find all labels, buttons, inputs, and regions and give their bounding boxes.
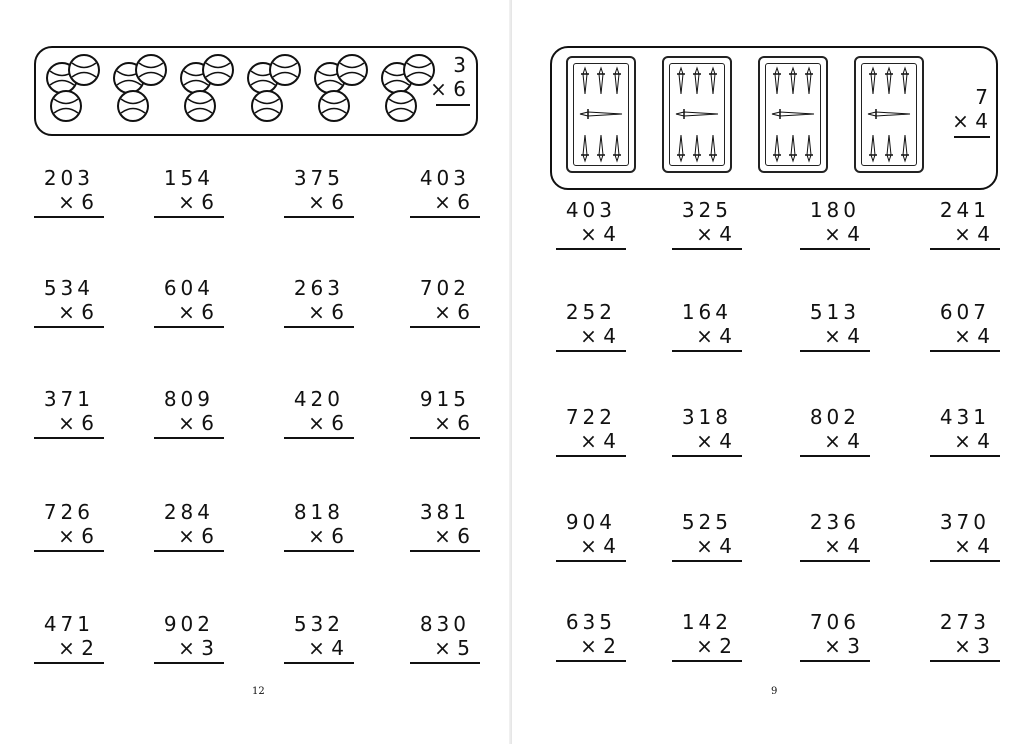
multiplication-problem [672,510,742,580]
multiplication-problem [556,610,626,680]
sword-card-icon [854,56,924,173]
answer-line [154,216,224,218]
left-header-box [34,46,478,136]
multiplication-problem [154,500,224,570]
right-header-multiplicand: 7 [975,85,988,109]
problem-multiplier: × 4 [954,429,990,453]
sword-icon [901,68,909,94]
tennis-ball-group-icon [47,55,99,121]
problem-multiplicand: 325 [681,198,732,222]
answer-line [930,560,1000,562]
sword-icon [677,135,685,161]
problem-multiplicand: 375 [293,166,344,190]
problem-multiplier: × 4 [308,636,344,660]
answer-line [800,350,870,352]
tennis-ball-group-icon [315,55,367,121]
problem-multiplier: × 4 [954,324,990,348]
sword-icon [789,68,797,94]
tennis-ball-icon [185,91,215,121]
sword-icon [805,135,813,161]
answer-line [284,216,354,218]
answer-line [556,560,626,562]
card-frame [669,63,725,166]
card-frame [765,63,821,166]
answer-line [672,248,742,250]
problem-multiplicand: 403 [419,166,470,190]
problem-multiplicand: 534 [43,276,94,300]
problem-multiplier: × 6 [178,300,214,324]
problem-multiplicand: 902 [163,612,214,636]
tennis-ball-group-icon [114,55,166,121]
sword-icon [885,135,893,161]
sword-icon [772,109,814,119]
problem-multiplier: × 6 [434,411,470,435]
problem-multiplicand: 830 [419,612,470,636]
problem-multiplicand: 263 [293,276,344,300]
multiplication-problem [410,276,480,346]
left-header-multiplicand: 3 [453,53,466,77]
problem-multiplicand: 525 [681,510,732,534]
multiplication-problem [800,198,870,268]
problem-multiplier: × 2 [58,636,94,660]
sword-icon [805,68,813,94]
problem-multiplicand: 431 [939,405,990,429]
swords-pattern [670,64,724,165]
problem-multiplicand: 273 [939,610,990,634]
answer-line [34,216,104,218]
sword-icon [693,135,701,161]
multiplication-problem [284,612,354,682]
answer-line [800,248,870,250]
problem-multiplier: × 3 [178,636,214,660]
answer-line [930,248,1000,250]
answer-line [800,660,870,662]
answer-line [410,550,480,552]
problem-multiplicand: 513 [809,300,860,324]
problem-multiplier: × 4 [824,222,860,246]
answer-line [284,326,354,328]
multiplication-problem [284,276,354,346]
answer-line [930,350,1000,352]
right-header-rule [954,136,990,138]
multiplication-problem [672,300,742,370]
card-frame [861,63,917,166]
problem-multiplicand: 371 [43,387,94,411]
multiplication-problem [556,300,626,370]
multiplication-problem [154,276,224,346]
multiplication-problem [284,166,354,236]
answer-line [154,326,224,328]
sword-card-icon [662,56,732,173]
problem-multiplier: × 4 [696,429,732,453]
right-header-multiplier: × 4 [952,109,988,133]
problem-multiplier: × 4 [580,429,616,453]
multiplication-problem [672,405,742,475]
sword-icon [773,135,781,161]
left-page-number: 12 [252,686,265,697]
answer-line [34,326,104,328]
problem-multiplier: × 6 [434,190,470,214]
tennis-ball-icon [203,55,233,85]
problem-multiplier: × 4 [696,534,732,558]
sword-icon [676,109,718,119]
right-header-box [550,46,998,190]
sword-icon [869,135,877,161]
sword-card-icon [566,56,636,173]
problem-multiplier: × 6 [434,300,470,324]
problem-multiplier: × 6 [58,190,94,214]
problem-multiplier: × 5 [434,636,470,660]
problem-multiplier: × 6 [308,524,344,548]
answer-line [410,437,480,439]
problem-multiplicand: 381 [419,500,470,524]
sword-icon [581,68,589,94]
sword-icon [580,109,622,119]
right-page [512,0,1024,744]
problem-multiplicand: 471 [43,612,94,636]
problem-multiplier: × 6 [58,524,94,548]
sword-icon [597,135,605,161]
problem-multiplicand: 802 [809,405,860,429]
multiplication-problem [410,612,480,682]
sword-icon [693,68,701,94]
multiplication-problem [34,500,104,570]
tennis-ball-icon [69,55,99,85]
sword-icon [677,68,685,94]
multiplication-problem [930,405,1000,475]
problem-multiplicand: 604 [163,276,214,300]
multiplication-problem [672,610,742,680]
answer-line [154,550,224,552]
problem-multiplier: × 6 [308,190,344,214]
swords-pattern [766,64,820,165]
left-header-multiplier: × 6 [430,77,466,101]
problem-multiplier: × 4 [580,324,616,348]
multiplication-problem [556,198,626,268]
multiplication-problem [800,610,870,680]
problem-multiplicand: 370 [939,510,990,534]
sword-icon [868,109,910,119]
swords-pattern [574,64,628,165]
answer-line [672,455,742,457]
answer-line [672,660,742,662]
tennis-ball-icon [136,55,166,85]
multiplication-problem [34,276,104,346]
problem-multiplicand: 164 [681,300,732,324]
problem-multiplicand: 532 [293,612,344,636]
sword-icon [613,135,621,161]
answer-line [410,216,480,218]
answer-line [410,326,480,328]
problem-multiplicand: 284 [163,500,214,524]
multiplication-problem [154,612,224,682]
swords-pattern [862,64,916,165]
problem-multiplicand: 722 [565,405,616,429]
multiplication-problem [930,610,1000,680]
answer-line [556,455,626,457]
answer-line [800,455,870,457]
answer-line [556,660,626,662]
tennis-ball-icon [337,55,367,85]
problem-multiplicand: 702 [419,276,470,300]
answer-line [800,560,870,562]
problem-multiplicand: 252 [565,300,616,324]
problem-multiplier: × 6 [178,190,214,214]
multiplication-problem [284,500,354,570]
problem-multiplicand: 809 [163,387,214,411]
multiplication-problem [154,166,224,236]
problem-multiplicand: 635 [565,610,616,634]
multiplication-problem [556,405,626,475]
multiplication-problem [410,387,480,457]
problem-multiplier: × 3 [954,634,990,658]
right-page-number: 9 [771,686,778,697]
problem-multiplicand: 142 [681,610,732,634]
problem-multiplicand: 607 [939,300,990,324]
problem-multiplier: × 4 [824,324,860,348]
problem-multiplier: × 6 [308,411,344,435]
multiplication-problem [930,300,1000,370]
answer-line [154,662,224,664]
problem-multiplicand: 403 [565,198,616,222]
tennis-ball-group-icon [248,55,300,121]
multiplication-problem [284,387,354,457]
problem-multiplicand: 154 [163,166,214,190]
card-frame [573,63,629,166]
answer-line [410,662,480,664]
problem-multiplicand: 180 [809,198,860,222]
problem-multiplier: × 6 [308,300,344,324]
problem-multiplier: × 2 [696,634,732,658]
sword-icon [709,68,717,94]
problem-multiplicand: 726 [43,500,94,524]
multiplication-problem [34,612,104,682]
answer-line [284,662,354,664]
tennis-ball-icon [51,91,81,121]
sword-icon [581,135,589,161]
left-header-rule [436,104,470,106]
tennis-ball-icon [118,91,148,121]
tennis-ball-icon [252,91,282,121]
answer-line [284,550,354,552]
multiplication-problem [930,510,1000,580]
problem-multiplier: × 4 [696,324,732,348]
tennis-ball-icon [270,55,300,85]
multiplication-problem [800,405,870,475]
problem-multiplicand: 706 [809,610,860,634]
sword-icon [709,135,717,161]
sword-icon [869,68,877,94]
problem-multiplicand: 241 [939,198,990,222]
problem-multiplicand: 236 [809,510,860,534]
sword-card-icon [758,56,828,173]
multiplication-problem [800,510,870,580]
multiplication-problem [154,387,224,457]
problem-multiplier: × 6 [178,411,214,435]
sword-icon [773,68,781,94]
answer-line [34,662,104,664]
tennis-ball-icon [319,91,349,121]
problem-multiplier: × 3 [824,634,860,658]
problem-multiplier: × 4 [954,222,990,246]
answer-line [556,350,626,352]
problem-multiplier: × 4 [580,534,616,558]
problem-multiplicand: 318 [681,405,732,429]
problem-multiplier: × 4 [824,534,860,558]
answer-line [284,437,354,439]
answer-line [672,560,742,562]
problem-multiplicand: 420 [293,387,344,411]
problem-multiplicand: 203 [43,166,94,190]
multiplication-problem [410,500,480,570]
answer-line [34,550,104,552]
multiplication-problem [34,387,104,457]
problem-multiplier: × 4 [580,222,616,246]
sword-icon [789,135,797,161]
multiplication-problem [672,198,742,268]
tennis-ball-icon [386,91,416,121]
problem-multiplier: × 4 [824,429,860,453]
sword-icon [901,135,909,161]
answer-line [556,248,626,250]
problem-multiplier: × 2 [580,634,616,658]
problem-multiplier: × 4 [954,534,990,558]
problem-multiplicand: 904 [565,510,616,534]
answer-line [672,350,742,352]
tennis-balls-illustration [40,48,440,134]
problem-multiplicand: 818 [293,500,344,524]
problem-multiplicand: 915 [419,387,470,411]
multiplication-problem [800,300,870,370]
answer-line [930,660,1000,662]
problem-multiplier: × 4 [696,222,732,246]
answer-line [154,437,224,439]
answer-line [34,437,104,439]
multiplication-problem [930,198,1000,268]
problem-multiplier: × 6 [58,411,94,435]
sword-icon [613,68,621,94]
multiplication-problem [410,166,480,236]
multiplication-problem [556,510,626,580]
sword-icon [597,68,605,94]
problem-multiplier: × 6 [58,300,94,324]
tennis-ball-group-icon [181,55,233,121]
multiplication-problem [34,166,104,236]
sword-icon [885,68,893,94]
problem-multiplier: × 6 [178,524,214,548]
problem-multiplier: × 6 [434,524,470,548]
answer-line [930,455,1000,457]
